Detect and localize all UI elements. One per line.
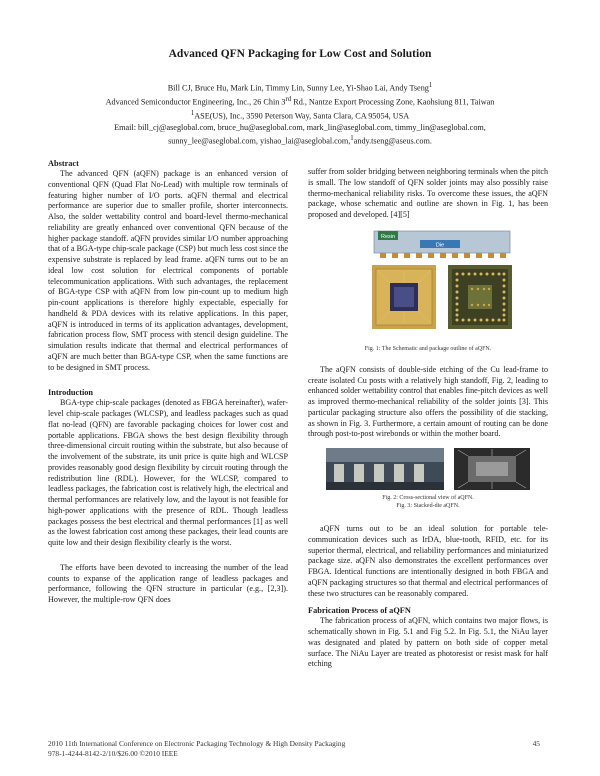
abstract-heading: Abstract [48,159,79,168]
figure-1 [308,227,548,343]
right-paragraph-1: suffer from solder bridging between neighboring terminals when the pitch is small. The low standoff of QFN solder joints may also possibly raise thermo-mechanical reliability risks. To overcome these issues, the aQFN package, whose schematic and outline are shown in Fig. 1, has been proposed and developed. [4][5] [308,167,548,219]
right-paragraph-2: The aQFN consists of double-side etching of the Cu lead-frame to create isolated Cu posts with a relatively high standoff, Fig. 2, leading to enhanced solder wettability control that enables fine-pitch devices as well as improved thermo-mechanical reliability of the solder joints [3]. This particular packaging structure also offers the possibility of die stacking, as shown in Fig. 3. Furthermore, a certain amount of routing can be done through post-to-post wirebonds or within the mother board. [308,364,548,439]
page-footer [48,739,558,759]
affiliation-1: Advanced Semiconductor Engineering, Inc., 26 Chin 3rd Rd., Nantze Export Processing Zone, Kaohsiung 811, Taiwan [105,95,495,107]
author-block [50,80,550,147]
figure-1-image [308,227,548,343]
figure-2-caption: Fig. 2: Cross-sectional view of aQFN. [382,495,474,501]
right-column [308,167,548,670]
right-paragraph-4: The fabrication process of aQFN, which contains two major flows, is schematically shown in Fig. 5.1 and Fig 5.2. In Fig. 5.1, the NiAu layer was designated and plated by pattern on both side of copper metal surface. The NiAu Layer are treated as photoresist or resist mask for half etching [308,616,548,669]
left-column [48,158,288,606]
affiliation-2: $^1$ASE(US), Inc., 3590 Peterson Way, Santa Clara, CA 95054, USA [190,109,410,121]
paper-title: Advanced QFN Packaging for Low Cost and Solution [168,48,432,60]
footer-isbn: 978-1-4244-8142-2/10/$26.00 ©2010 IEEE [48,749,178,758]
introduction-heading: Introduction [48,388,94,398]
abstract-text: The advanced QFN (aQFN) package is an enhanced version of conventional QFN (Quad Flat No-Lead) with multiple row terminals of featuring higher number of I/O ports. aQFN thermal and electrical performance are superior due to smaller profile, shorter interconnects. Also, the solder wettability control and board-level thermo-mechanical reliability are greatly enhanced over conventional QFN because of the higher package standoff. aQFN provides similar I/O number approaching that of a BGA-type chip-scale package (CSP) but much less cost since the expensive substrate is replaced by lead frame. aQFN turns out to be an ideal low cost solution for electrical components of portable telecommunication applications. With such advantages, the replacement of BGA-type CSP with aQFN from low pin-count up to medium high pin-count applications is therefore highly expectable, especially for handheld & PDA devices with its relative applications. In this paper, aQFN is introduced in terms of its application advantages, development, fabrication process flow, SMT process with stencil design guideline. The simulation results indicate that thermal and electrical performances of aQFN are much better than BGA-type CSP, when the same functions are to be designed in SMT process. [48,169,288,372]
figure-1-caption: Fig. 1: The Schematic and package outline of aQFN. [364,345,492,352]
right-paragraph-3: aQFN turns out to be an ideal solution for portable tele-communication devices such as IrDA, blue-tooth, RFID, etc. for its superior thermal, electrical, and reliability performances and miniaturized package size. aQFN also demonstrates the excellent performances over FBGA. Identical functions are intentionally designed in both FBGA and aQFN packaging structures so that thermal and electrical performances of these two structures can be reasonably compared. [308,524,548,598]
resin-label: Resin [380,233,396,240]
figures-2-3 [308,446,548,492]
email-line-2: sunny_lee@aseglobal.com, yishao_lai@aseglobal.com,$^1$andy.tseng@aseus.com. [168,135,432,146]
introduction-paragraph-2: The efforts have been devoted to increasing the number of the lead counts to expanse of the application range of leadless packages and performance, following the QFN structure in particular (e.g., [2,3]). However, the multiple-row QFN does [48,562,288,604]
figure-3-caption: Fig. 3: Stacked-die aQFN. [396,503,460,509]
author-names: Bill CJ, Bruce Hu, Mark Lin, Timmy Lin, Sunny Lee, Yi-Shao Lai, Andy Tseng$^1$ [167,82,433,93]
fabrication-heading: Fabrication Process of aQFN [308,606,411,616]
figures-2-3-images [308,446,548,492]
introduction-paragraph-1: BGA-type chip-scale packages (denoted as FBGA hereinafter), wafer-level chip-scale packages (WLCSP), and leadless packages such as quad flat no-lead (QFN) are favorable packaging choices for lower cost and portable applications. FBGA shows the best design flexibility through three-dimensional circuit routing within the substrate, but also because of the involvement of the substrate, its unit price is quite high and WLCSP provides reasonably good design flexibility by circuit routing through the redistribution line (RDL). However, for the WLCSP, compared to leadless packages, the fabrication cost is relatively high, the electrical and thermal performances are relatively low, and the layout is not feasible for high-power applications with the presence of RDL. Though leadless packages possess the best electrical and thermal performances [1] as well as the lowest fabrication cost among these packages, their lead counts are quite low and their design flexibility clearly is the worst. [48,398,288,547]
footer-conference: 2010 11th International Conference on Electronic Packaging Technology & High Density Packaging [48,739,346,748]
page-number: 45 [532,739,540,748]
email-line-1: Email: bill_cj@aseglobal.com, bruce_hu@aseglobal.com, mark_lin@aseglobal.com, timmy_lin@aseglobal.com, [114,122,486,132]
die-label: Die [435,242,445,249]
